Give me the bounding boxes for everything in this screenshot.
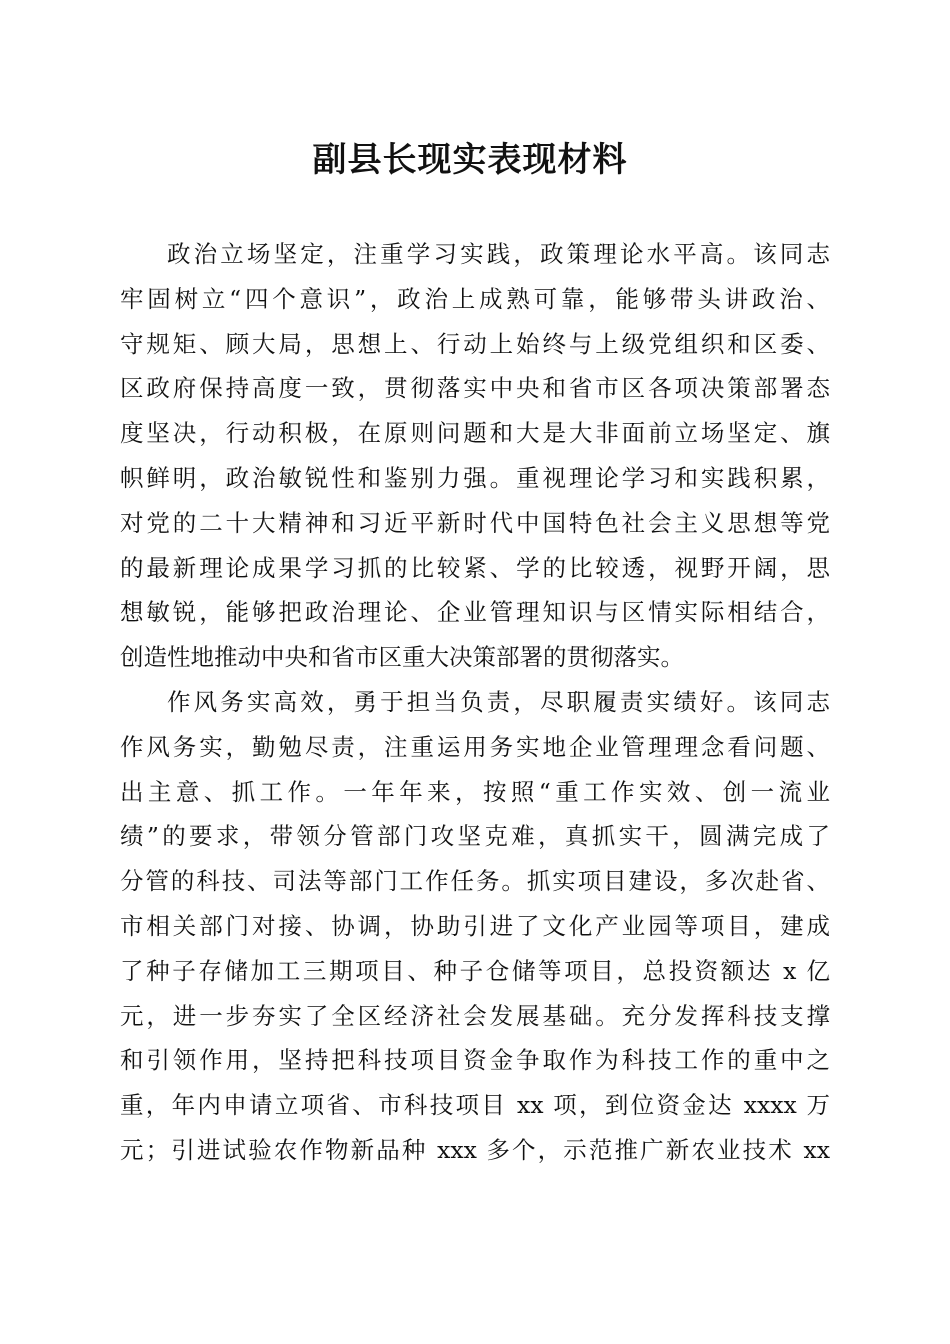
text-line: 重，年内申请立项省、市科技项目 xx 项，到位资金达 xxxx 万 (120, 1091, 830, 1120)
text-line: 元；引进试验农作物新品种 xxx 多个，示范推广新农业技术 xx (120, 1135, 830, 1164)
text-line: 了种子存储加工三期项目、种子仓储等项目，总投资额达 x 亿 (120, 956, 830, 985)
text-line: 政治立场坚定，注重学习实践，政策理论水平高。该同志 (167, 240, 830, 268)
text-line: 的最新理论成果学习抓的比较紧、学的比较透，视野开阔，思 (120, 553, 830, 582)
document-body (120, 232, 830, 1173)
text-line: 分管的科技、司法等部门工作任务。抓实项目建设，多次赴省、 (120, 867, 830, 896)
text-line: 对党的二十大精神和习近平新时代中国特色社会主义思想等党 (120, 508, 830, 537)
paragraph-political-stance (120, 232, 830, 680)
paragraph-work-style (120, 680, 830, 1173)
text-line: 元，进一步夯实了全区经济社会发展基础。充分发挥科技支撑 (120, 1001, 830, 1030)
document-title: 副县长现实表现材料 (312, 140, 628, 180)
text-line: 度坚决，行动积极，在原则问题和大是大非面前立场坚定、旗 (120, 419, 830, 448)
text-line: 守规矩、顾大局，思想上、行动上始终与上级党组织和区委、 (120, 329, 830, 358)
text-line: 帜鲜明，政治敏锐性和鉴别力强。重视理论学习和实践积累， (120, 463, 830, 492)
text-line: 作风务实高效，勇于担当负责，尽职履责实绩好。该同志 (167, 687, 830, 716)
text-line: 创造性地推动中央和省市区重大决策部署的贯彻落实。 (120, 643, 684, 672)
text-line: 和引领作用，坚持把科技项目资金争取作为科技工作的重中之 (120, 1046, 830, 1075)
text-line: 绩”的要求，带领分管部门攻坚克难，真抓实干，圆满完成了 (120, 822, 830, 851)
text-line: 牢固树立“四个意识”，政治上成熟可靠，能够带头讲政治、 (120, 284, 830, 313)
text-line: 市相关部门对接、协调，协助引进了文化产业园等项目，建成 (120, 911, 830, 940)
text-line: 想敏锐，能够把政治理论、企业管理知识与区情实际相结合， (120, 598, 830, 627)
text-line: 作风务实，勤勉尽责，注重运用务实地企业管理理念看问题、 (120, 732, 830, 761)
text-line: 区政府保持高度一致，贯彻落实中央和省市区各项决策部署态 (120, 374, 830, 403)
text-line: 出主意、抓工作。一年年来，按照“重工作实效、创一流业 (120, 777, 830, 806)
